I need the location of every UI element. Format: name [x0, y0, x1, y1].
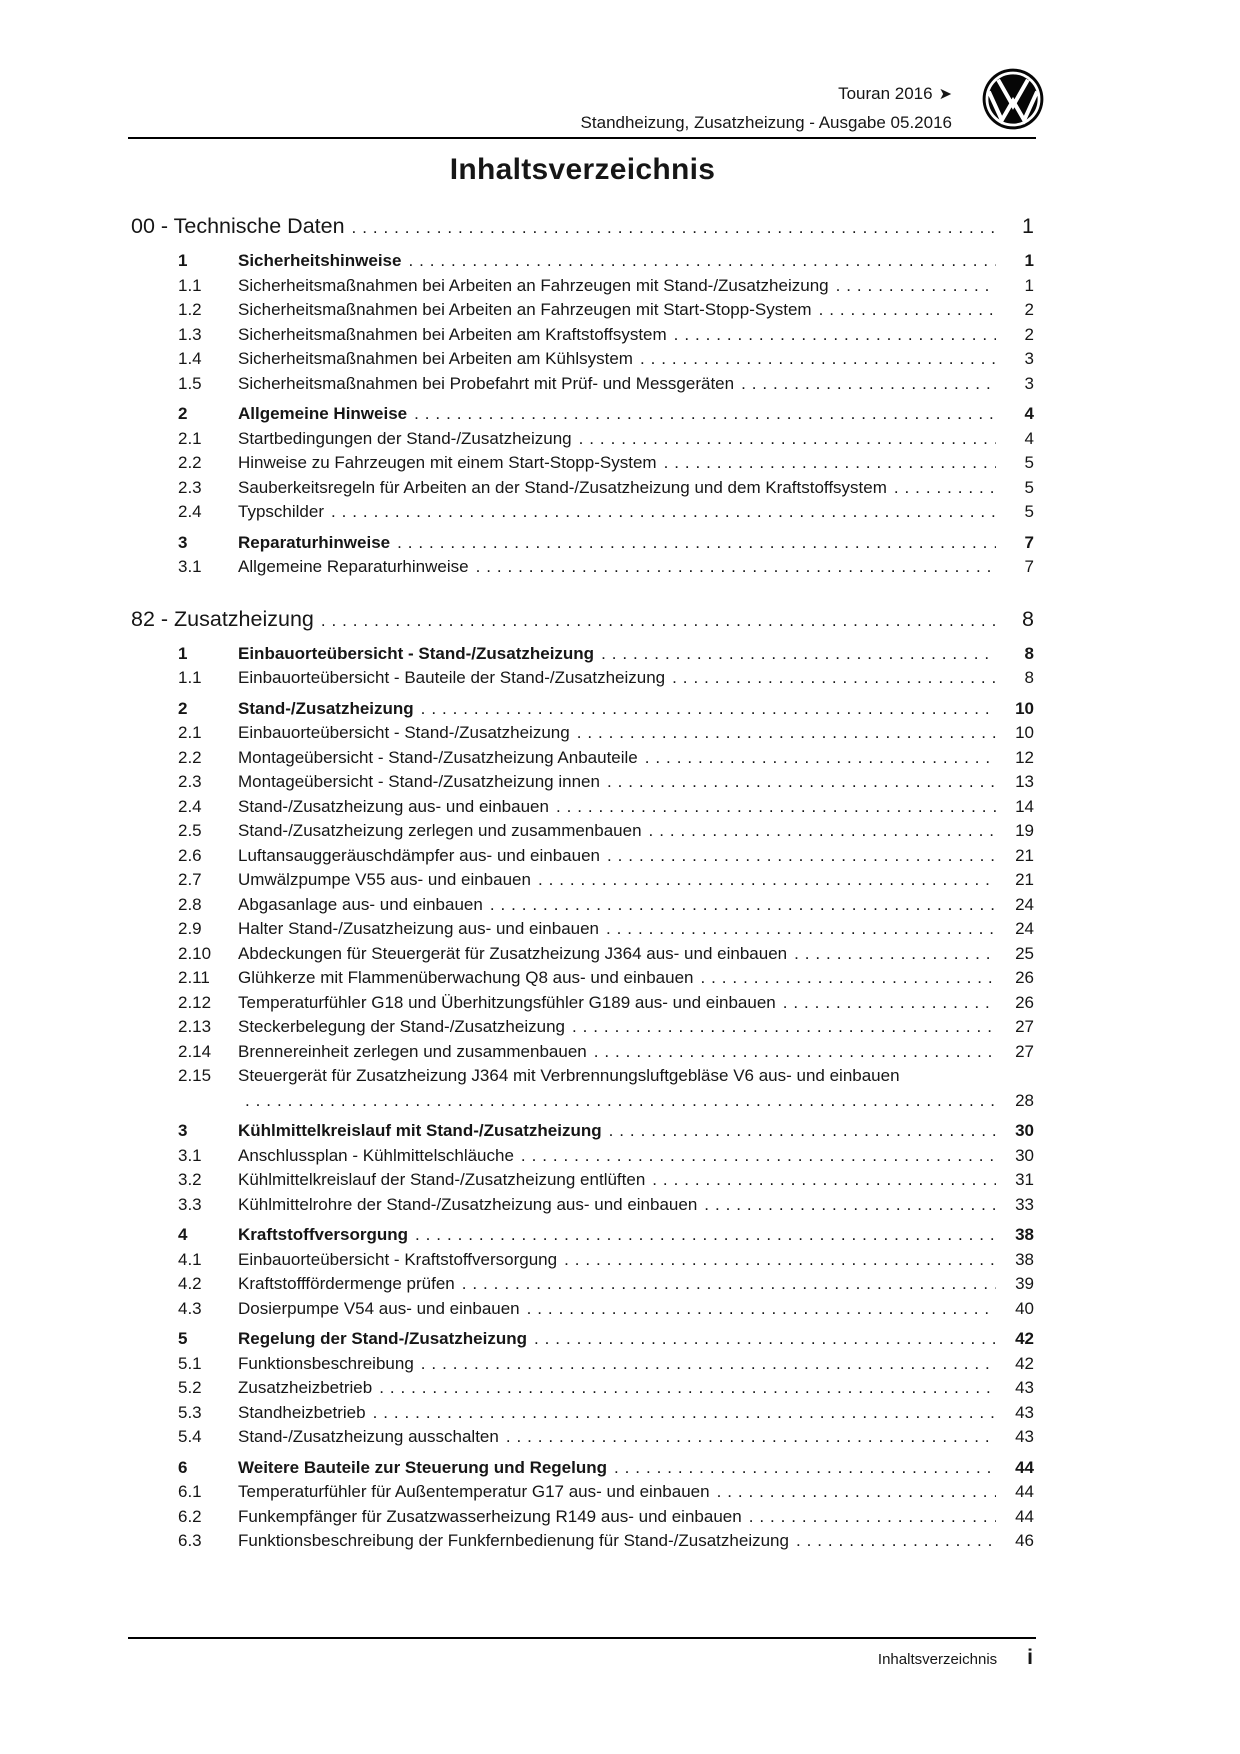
toc-entry-label: Sicherheitsmaßnahmen bei Probefahrt mit Prüf- und Messgeräten — [238, 373, 735, 393]
toc-entry-number: 1.4 — [178, 349, 202, 368]
toc-entry-label: Weitere Bauteile zur Steuerung und Regelung — [238, 1457, 608, 1477]
toc-entry-number: 6 — [178, 1457, 188, 1477]
toc-entry-page: 44 — [1015, 1457, 1034, 1477]
toc-subsection — [131, 917, 1034, 942]
toc-entry-number: 2.13 — [178, 1017, 212, 1036]
toc-entry-label: Sauberkeitsregeln für Arbeiten an der Stand-/Zusatzheizung und dem Kraftstoffsystem — [238, 477, 887, 497]
toc-leader-dots — [373, 1401, 996, 1426]
header-model-line — [581, 80, 952, 109]
toc-entry-page: 12 — [1015, 747, 1034, 767]
toc-entry-number: 2.10 — [178, 943, 212, 963]
toc-subsection — [131, 1089, 1034, 1114]
table-of-contents — [131, 211, 1034, 1554]
toc-leader-dots — [527, 1297, 996, 1322]
toc-entry-label: Allgemeine Reparaturhinweise — [238, 557, 469, 576]
footer-page-number: i — [1027, 1646, 1033, 1669]
toc-entry-page: 28 — [1015, 1090, 1034, 1110]
toc-leader-dots — [609, 1119, 996, 1144]
toc-leader-dots — [331, 500, 996, 525]
toc-entry-page: 27 — [1015, 1041, 1034, 1061]
toc-entry-page: 44 — [1015, 1482, 1034, 1501]
toc-entry-page: 5 — [1024, 453, 1034, 472]
toc-subsection — [131, 1272, 1034, 1297]
toc-entry-page: 3 — [1024, 349, 1034, 368]
toc-entry-page: 21 — [1015, 870, 1034, 889]
toc-entry-label: Einbauorteübersicht - Stand-/Zusatzheizung — [238, 723, 570, 742]
toc-entry-page: 3 — [1024, 373, 1034, 393]
toc-section — [131, 249, 1034, 274]
toc-entry-label: Luftansauggeräuschdämpfer aus- und einbauen — [238, 845, 600, 865]
toc-leader-dots — [462, 1272, 996, 1297]
toc-entry-page: 1 — [1024, 251, 1034, 270]
toc-subsection — [131, 1297, 1034, 1322]
toc-entry-page: 42 — [1015, 1329, 1034, 1348]
toc-entry-page: 7 — [1024, 557, 1034, 576]
toc-section — [131, 531, 1034, 556]
toc-entry-label: Sicherheitsmaßnahmen bei Arbeiten an Fahrzeugen mit Start-Stopp-System — [238, 300, 812, 319]
toc-entry-number: 5.2 — [178, 1378, 202, 1397]
toc-entry-number: 2.5 — [178, 821, 202, 840]
toc-entry-number: 2.9 — [178, 919, 202, 938]
toc-leader-dots — [794, 942, 996, 967]
toc-entry-number: 3.1 — [178, 557, 202, 576]
toc-subsection — [131, 721, 1034, 746]
toc-subsection — [131, 1401, 1034, 1426]
toc-entry-page: 13 — [1015, 772, 1034, 791]
toc-subsection — [131, 1352, 1034, 1377]
toc-entry-label: Funkempfänger für Zusatzwasserheizung R149 aus- und einbauen — [238, 1506, 742, 1526]
toc-entry-label: Stand-/Zusatzheizung — [238, 698, 414, 718]
toc-section — [131, 1119, 1034, 1144]
footer-label: Inhaltsverzeichnis — [877, 1651, 998, 1668]
toc-entry-page: 42 — [1015, 1353, 1034, 1373]
toc-entry-number: 2.2 — [178, 453, 202, 472]
toc-subsection — [131, 1144, 1034, 1169]
toc-leader-dots — [741, 372, 996, 397]
toc-entry-label: Montageübersicht - Stand-/Zusatzheizung Anbauteile — [238, 747, 638, 767]
toc-leader-dots — [421, 1352, 996, 1377]
toc-entry-label: Steuergerät für Zusatzheizung J364 mit Verbrennungsluftgebläse V6 aus- und einbauen — [238, 1066, 900, 1085]
toc-entry-number: 1.1 — [178, 275, 202, 295]
toc-leader-dots — [421, 697, 996, 722]
toc-entry-page: 8 — [1024, 668, 1034, 687]
toc-entry-label: Allgemeine Hinweise — [238, 404, 408, 423]
toc-entry-label: Einbauorteübersicht - Bauteile der Stand-/Zusatzheizung — [238, 668, 666, 687]
toc-entry-number: 2 — [178, 404, 188, 423]
toc-subsection — [131, 942, 1034, 967]
toc-subsection — [131, 451, 1034, 476]
toc-entry-number: 1 — [178, 643, 188, 663]
toc-entry-label: Glühkerze mit Flammenüberwachung Q8 aus- und einbauen — [238, 968, 694, 987]
toc-subsection — [131, 1425, 1034, 1450]
page-title: Inhaltsverzeichnis — [449, 153, 716, 186]
toc-section — [131, 1223, 1034, 1248]
toc-entry-page: 5 — [1024, 502, 1034, 521]
toc-entry-number: 5.4 — [178, 1427, 202, 1446]
toc-entry-number: 2.4 — [178, 502, 202, 521]
toc-entry-number: 3 — [178, 1121, 188, 1140]
toc-entry-number: 6.1 — [178, 1482, 202, 1501]
toc-subsection — [131, 347, 1034, 372]
toc-section — [131, 1456, 1034, 1481]
toc-section — [131, 642, 1034, 667]
toc-entry-page: 1 — [1022, 214, 1034, 238]
header-model: Touran 2016 — [838, 84, 933, 103]
toc-leader-dots — [819, 298, 996, 323]
toc-entry-label: Sicherheitsmaßnahmen bei Arbeiten am Kraftstoffsystem — [238, 324, 667, 344]
toc-entry-page: 21 — [1015, 845, 1034, 865]
toc-leader-dots — [704, 1193, 996, 1218]
toc-entry-label: Kühlmittelrohre der Stand-/Zusatzheizung aus- und einbauen — [238, 1194, 698, 1214]
toc-leader-dots — [534, 1327, 996, 1352]
toc-entry-number: 2.3 — [178, 772, 202, 791]
toc-entry-page: 26 — [1015, 968, 1034, 987]
toc-leader-dots — [649, 819, 996, 844]
toc-subsection — [131, 666, 1034, 691]
toc-leader-dots — [476, 555, 996, 580]
toc-subsection — [131, 795, 1034, 820]
toc-entry-number: 4 — [178, 1225, 188, 1244]
toc-entry-page: 2 — [1024, 300, 1034, 319]
toc-entry-label: Steckerbelegung der Stand-/Zusatzheizung — [238, 1017, 565, 1036]
toc-entry-number: 2 — [178, 698, 188, 718]
page-header — [581, 80, 952, 137]
toc-subsection — [131, 1040, 1034, 1065]
toc-entry-number: 1.1 — [178, 668, 202, 687]
toc-entry-number: 4.3 — [178, 1298, 202, 1318]
toc-entry-number: 2.8 — [178, 894, 202, 914]
toc-entry-label: Zusatzheizbetrieb — [238, 1378, 373, 1397]
toc-entry-page: 38 — [1015, 1225, 1034, 1244]
toc-entry-label: Brennereinheit zerlegen und zusammenbauen — [238, 1041, 587, 1061]
toc-entry-number: 5.3 — [178, 1402, 202, 1422]
toc-leader-dots — [414, 402, 996, 427]
toc-entry-label: Abgasanlage aus- und einbauen — [238, 894, 483, 914]
toc-subsection — [131, 746, 1034, 771]
toc-entry-number: 1 — [178, 251, 188, 270]
toc-subsection — [131, 274, 1034, 299]
toc-entry-number: 2.6 — [178, 845, 202, 865]
toc-entry-number: 3 — [178, 532, 188, 552]
toc-subsection — [131, 1248, 1034, 1273]
toc-leader-dots — [572, 1015, 996, 1040]
toc-section — [131, 402, 1034, 427]
toc-entry-page: 39 — [1015, 1274, 1034, 1293]
toc-entry-label: Sicherheitshinweise — [238, 251, 402, 270]
toc-subsection — [131, 868, 1034, 893]
toc-entry-number: 2.1 — [178, 723, 202, 742]
toc-entry-page: 27 — [1015, 1017, 1034, 1036]
toc-leader-dots — [556, 795, 996, 820]
toc-entry-number: 2.2 — [178, 747, 202, 767]
toc-leader-dots — [717, 1480, 996, 1505]
toc-entry-page: 43 — [1015, 1378, 1034, 1397]
toc-subsection — [131, 893, 1034, 918]
toc-leader-dots — [894, 476, 996, 501]
header-subtitle: Standheizung, Zusatzheizung - Ausgabe 05.2016 — [580, 113, 952, 132]
toc-entry-label: Dosierpumpe V54 aus- und einbauen — [238, 1298, 520, 1318]
toc-subsection — [131, 555, 1034, 580]
toc-entry-page: 10 — [1015, 723, 1034, 742]
toc-leader-dots — [538, 868, 996, 893]
toc-entry-number: 2.11 — [178, 968, 210, 987]
toc-entry-page: 33 — [1015, 1194, 1034, 1214]
toc-entry-number: 4.1 — [178, 1249, 202, 1269]
toc-leader-dots — [700, 966, 996, 991]
toc-entry-label: Einbauorteübersicht - Kraftstoffversorgung — [238, 1249, 558, 1269]
toc-entry-label: Standheizbetrieb — [238, 1402, 366, 1422]
toc-leader-dots — [606, 917, 996, 942]
toc-leader-dots — [664, 451, 996, 476]
toc-entry-page: 25 — [1015, 943, 1034, 963]
page-content — [131, 139, 1034, 1554]
toc-leader-dots — [397, 531, 996, 556]
toc-entry-label: Stand-/Zusatzheizung zerlegen und zusammenbauen — [238, 821, 642, 840]
toc-leader-dots — [652, 1168, 996, 1193]
toc-chapter — [131, 604, 1034, 636]
toc-entry-page: 24 — [1015, 894, 1034, 914]
toc-leader-dots — [577, 721, 996, 746]
toc-entry-number: 5.1 — [178, 1353, 202, 1373]
toc-entry-number: 2.12 — [178, 992, 212, 1012]
toc-entry-page: 24 — [1015, 919, 1034, 938]
toc-entry-number: 1.5 — [178, 373, 202, 393]
footer-rule — [128, 1637, 1036, 1639]
toc-leader-dots — [601, 642, 996, 667]
toc-entry-page: 4 — [1024, 404, 1034, 423]
forward-arrow-icon: ➤ — [938, 86, 952, 103]
toc-entry-label: Typschilder — [238, 502, 324, 521]
toc-entry-label: Funktionsbeschreibung der Funkfernbedienung für Stand-/Zusatzheizung — [238, 1531, 789, 1550]
toc-entry-page: 26 — [1015, 992, 1034, 1012]
toc-entry-label: Sicherheitsmaßnahmen bei Arbeiten am Kühlsystem — [238, 349, 633, 368]
toc-entry-label: Temperaturfühler G18 und Überhitzungsfühler G189 aus- und einbauen — [238, 992, 776, 1012]
toc-entry-page: 4 — [1024, 428, 1034, 448]
toc-entry-number: 5 — [178, 1329, 188, 1348]
toc-entry-page: 5 — [1024, 477, 1034, 497]
toc-subsection — [131, 991, 1034, 1016]
toc-subsection — [131, 1168, 1034, 1193]
toc-entry-label: Regelung der Stand-/Zusatzheizung — [238, 1329, 528, 1348]
toc-subsection — [131, 298, 1034, 323]
toc-section — [131, 697, 1034, 722]
page-footer — [878, 1646, 1033, 1670]
toc-subsection — [131, 966, 1034, 991]
toc-leader-dots — [564, 1248, 996, 1273]
toc-entry-label: Stand-/Zusatzheizung ausschalten — [238, 1427, 499, 1446]
toc-entry-page: 43 — [1015, 1402, 1034, 1422]
toc-entry-page: 31 — [1015, 1170, 1034, 1189]
toc-subsection — [131, 1015, 1034, 1040]
toc-entry-label: Kraftstoffversorgung — [238, 1225, 409, 1244]
toc-subsection — [131, 323, 1034, 348]
toc-entry-label: Hinweise zu Fahrzeugen mit einem Start-Stopp-System — [238, 453, 657, 472]
toc-entry-number: 6.2 — [178, 1506, 202, 1526]
toc-entry-page: 19 — [1015, 821, 1034, 840]
toc-entry-page: 1 — [1024, 275, 1034, 295]
toc-leader-dots — [640, 347, 996, 372]
toc-entry-label: Anschlussplan - Kühlmittelschläuche — [238, 1145, 514, 1165]
toc-subsection — [131, 844, 1034, 869]
toc-leader-dots — [321, 606, 996, 636]
toc-leader-dots — [594, 1040, 996, 1065]
toc-entry-number: 2.14 — [178, 1041, 212, 1061]
toc-leader-dots — [796, 1529, 996, 1554]
toc-entry-label: Sicherheitsmaßnahmen bei Arbeiten an Fahrzeugen mit Stand-/Zusatzheizung — [238, 275, 829, 295]
toc-entry-page: 8 — [1022, 606, 1034, 631]
toc-entry-label: Abdeckungen für Steuergerät für Zusatzheizung J364 aus- und einbauen — [238, 943, 788, 963]
toc-entry-label: Stand-/Zusatzheizung aus- und einbauen — [238, 796, 549, 816]
toc-entry-page: 7 — [1024, 532, 1034, 552]
toc-subsection — [131, 1505, 1034, 1530]
toc-leader-dots — [521, 1144, 996, 1169]
toc-entry-label: Kühlmittelkreislauf mit Stand-/Zusatzheizung — [238, 1121, 602, 1140]
toc-leader-dots — [607, 844, 996, 869]
toc-entry-number: 6.3 — [178, 1531, 202, 1550]
toc-entry-page: 30 — [1015, 1121, 1034, 1140]
toc-subsection — [131, 770, 1034, 795]
toc-entry-page: 38 — [1015, 1249, 1034, 1269]
toc-entry-label: Temperaturfühler für Außentemperatur G17 aus- und einbauen — [238, 1482, 710, 1501]
toc-entry-page: 40 — [1015, 1298, 1034, 1318]
toc-entry-label: 00 - Technische Daten — [131, 214, 345, 238]
toc-entry-number: 2.7 — [178, 870, 202, 889]
toc-leader-dots — [674, 323, 996, 348]
toc-subsection — [131, 819, 1034, 844]
toc-entry-number: 2.4 — [178, 796, 202, 816]
toc-leader-dots — [672, 666, 996, 691]
toc-entry-page: 46 — [1015, 1531, 1034, 1550]
toc-subsection — [131, 1193, 1034, 1218]
toc-leader-dots — [506, 1425, 996, 1450]
toc-entry-number: 1.3 — [178, 324, 202, 344]
toc-leader-dots — [490, 893, 996, 918]
toc-entry-label: Startbedingungen der Stand-/Zusatzheizung — [238, 428, 572, 448]
toc-leader-dots — [836, 274, 996, 299]
toc-entry-label: Halter Stand-/Zusatzheizung aus- und einbauen — [238, 919, 600, 938]
toc-subsection — [131, 427, 1034, 452]
toc-leader-dots — [579, 427, 996, 452]
toc-entry-number: 1.2 — [178, 300, 202, 319]
toc-entry-label: 82 - Zusatzheizung — [131, 606, 314, 631]
vw-logo-icon — [982, 68, 1044, 130]
toc-subsection — [131, 1480, 1034, 1505]
toc-subsection — [131, 1376, 1034, 1401]
toc-subsection — [131, 372, 1034, 397]
toc-entry-label: Montageübersicht - Stand-/Zusatzheizung innen — [238, 772, 600, 791]
toc-leader-dots — [245, 1089, 996, 1114]
toc-leader-dots — [645, 746, 996, 771]
toc-entry-label: Kühlmittelkreislauf der Stand-/Zusatzheizung entlüften — [238, 1170, 646, 1189]
toc-section — [131, 1327, 1034, 1352]
toc-entry-page: 8 — [1024, 643, 1034, 663]
toc-leader-dots — [783, 991, 996, 1016]
toc-entry-number: 4.2 — [178, 1274, 202, 1293]
toc-entry-label: Einbauorteübersicht - Stand-/Zusatzheizung — [238, 643, 595, 663]
toc-leader-dots — [607, 770, 996, 795]
toc-entry-number: 3.1 — [178, 1145, 202, 1165]
toc-entry-label: Reparaturhinweise — [238, 532, 391, 552]
toc-chapter — [131, 211, 1034, 243]
toc-leader-dots — [614, 1456, 996, 1481]
toc-entry-label: Umwälzpumpe V55 aus- und einbauen — [238, 870, 531, 889]
toc-entry-number: 2.3 — [178, 477, 202, 497]
toc-subsection — [131, 1529, 1034, 1554]
toc-entry-number: 3.2 — [178, 1170, 202, 1189]
toc-entry-page: 44 — [1015, 1506, 1034, 1526]
toc-entry-number: 3.3 — [178, 1194, 202, 1214]
toc-leader-dots — [408, 249, 996, 274]
toc-entry-number: 2.1 — [178, 428, 202, 448]
toc-subsection — [131, 500, 1034, 525]
toc-entry-number: 2.15 — [178, 1066, 212, 1085]
toc-leader-dots — [352, 213, 996, 243]
toc-subsection — [131, 1064, 1034, 1089]
toc-leader-dots — [749, 1505, 996, 1530]
toc-entry-label: Funktionsbeschreibung — [238, 1353, 414, 1373]
toc-entry-page: 30 — [1015, 1145, 1034, 1165]
toc-leader-dots — [379, 1376, 996, 1401]
toc-entry-label: Kraftstofffördermenge prüfen — [238, 1274, 455, 1293]
toc-leader-dots — [415, 1223, 996, 1248]
toc-entry-page: 2 — [1024, 324, 1034, 344]
toc-subsection — [131, 476, 1034, 501]
toc-entry-page: 14 — [1015, 796, 1034, 816]
toc-entry-page: 10 — [1015, 698, 1034, 718]
toc-entry-page: 43 — [1015, 1427, 1034, 1446]
